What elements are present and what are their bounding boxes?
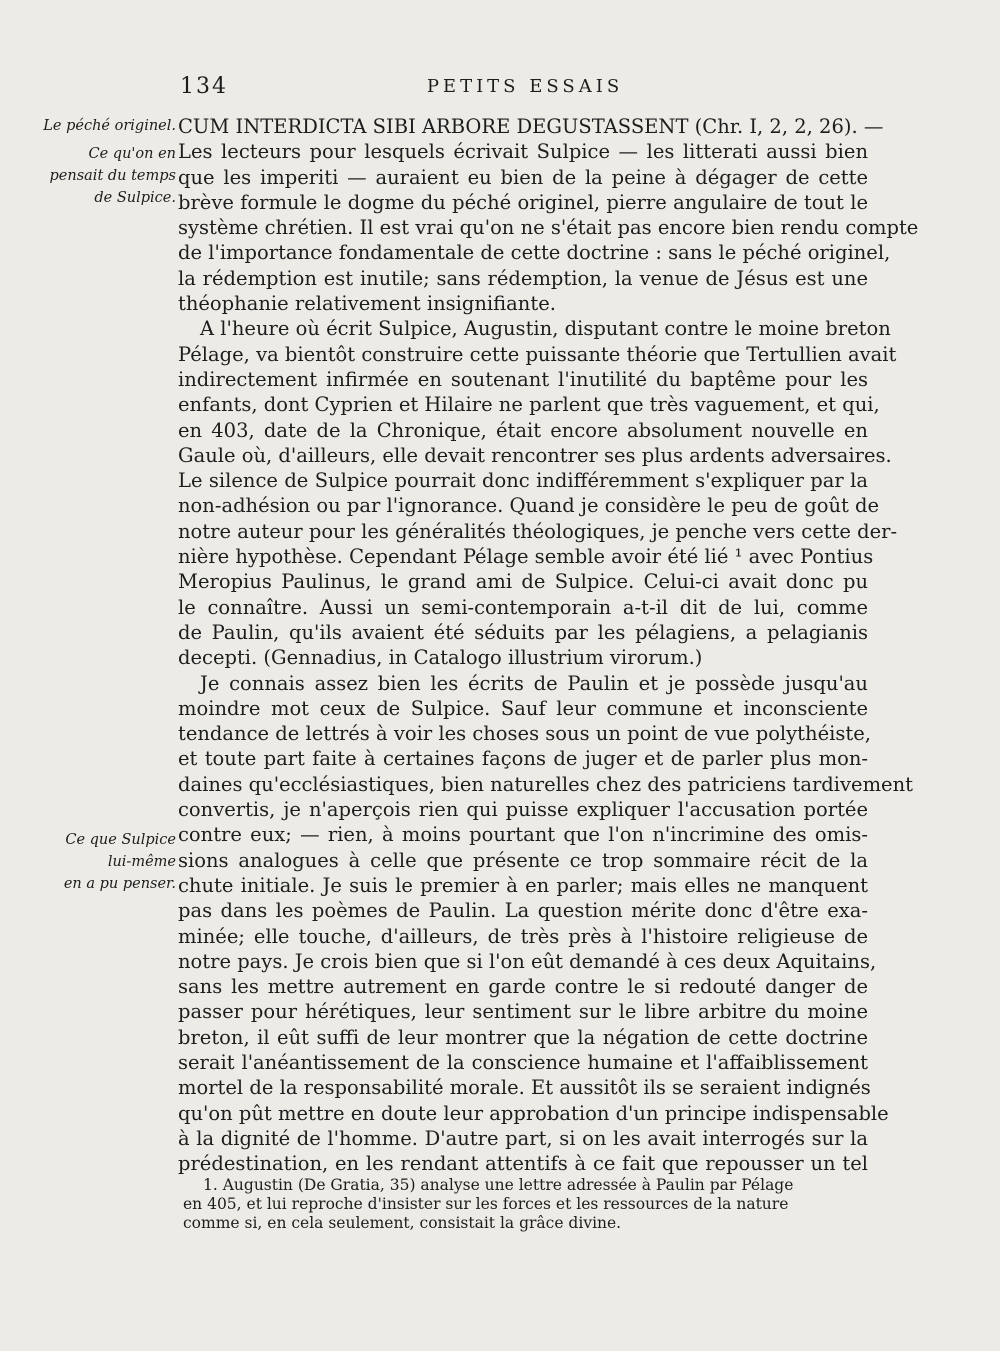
margin-note-line: en a pu penser. (63, 876, 176, 892)
text-line: indirectement infirmée en soutenant l'inutilité du baptême pour les (178, 367, 868, 391)
text-line: et toute part faite à certaines façons de juger et de parler plus mon- (178, 747, 868, 771)
text-line: Meropius Paulinus, le grand ami de Sulpice. Celui-ci avait donc pu (178, 570, 868, 594)
margin-note (40, 829, 176, 895)
text-line: non-adhésion ou par l'ignorance. Quand je considère le peu de goût de (178, 494, 880, 518)
text-line: daines qu'ecclésiastiques, bien naturelles chez des patriciens tardivement (178, 772, 913, 796)
text-line: prédestination, en les rendant attentifs à ce fait que repousser un tel (178, 1152, 868, 1176)
text-line: notre pays. Je crois bien que si l'on eût demandé à ces deux Aquitains, (178, 949, 877, 973)
margin-note (40, 143, 176, 209)
text-line: que les imperiti — auraient eu bien de la peine à dégager de cette (178, 165, 868, 189)
text-line: tendance de lettrés à voir les choses sous un point de vue polythéiste, (178, 722, 871, 746)
text-line: pas dans les poèmes de Paulin. La question mérite donc d'être exa- (178, 899, 868, 923)
footnote-line: en 405, et lui reproche d'insister sur les forces et les ressources de la nature (183, 1195, 789, 1213)
text-line: en 403, date de la Chronique, était encore absolument nouvelle en (178, 418, 868, 442)
text-line: Les lecteurs pour lesquels écrivait Sulpice — les litterati aussi bien (178, 140, 868, 164)
margin-note (40, 115, 176, 137)
text-line: de l'importance fondamentale de cette doctrine : sans le péché originel, (178, 241, 891, 265)
text-line: Le silence de Sulpice pourrait donc indifféremment s'expliquer par la (178, 469, 868, 493)
text-line: Je connais assez bien les écrits de Paulin et je possède jusqu'au (200, 671, 868, 695)
text-line: enfants, dont Cyprien et Hilaire ne parlent que très vaguement, et qui, (178, 393, 880, 417)
margin-note-line: Ce que Sulpice (65, 832, 176, 848)
footnote-line: comme si, en cela seulement, consistait la grâce divine. (183, 1214, 622, 1232)
text-line: minée; elle touche, d'ailleurs, de très près à l'histoire religieuse de (178, 924, 868, 948)
text-line: decepti. (Gennadius, in Catalogo illustrium virorum.) (178, 646, 703, 670)
body-text (178, 114, 919, 1176)
footnote-line: 1. Augustin (De Gratia, 35) analyse une lettre adressée à Paulin par Pélage (203, 1176, 794, 1194)
text-line: sans les mettre autrement en garde contre le si redouté danger de (178, 975, 868, 999)
text-line: breton, il eût suffi de leur montrer que la négation de cette doctrine (178, 1025, 868, 1049)
margin-note-line: Ce qu'on en (88, 146, 176, 162)
text-line: passer pour hérétiques, leur sentiment sur le libre arbitre du moine (178, 1000, 868, 1024)
text-line: nière hypothèse. Cependant Pélage semble avoir été lié ¹ avec Pontius (178, 545, 874, 569)
text-line: contre eux; — rien, à moins pourtant que l'on n'incrimine des omis- (178, 823, 868, 847)
text-line: convertis, je n'aperçois rien qui puisse expliquer l'accusation portée (178, 798, 868, 822)
text-line: mortel de la responsabilité morale. Et aussitôt ils se seraient indignés (178, 1076, 871, 1100)
text-line: Gaule où, d'ailleurs, elle devait rencontrer ses plus ardents adversaires. (178, 443, 892, 467)
text-line: la rédemption est inutile; sans rédemption, la venue de Jésus est une (178, 266, 868, 290)
text-line: chute initiale. Je suis le premier à en parler; mais elles ne manquent (178, 873, 868, 897)
text-line: sions analogues à celle que présente ce trop sommaire récit de la (178, 848, 868, 872)
text-line: système chrétien. Il est vrai qu'on ne s'était pas encore bien rendu compte (178, 216, 919, 240)
footnote (183, 1176, 871, 1233)
margin-note-line: Le péché originel. (43, 118, 176, 134)
text-line: moindre mot ceux de Sulpice. Sauf leur commune et inconsciente (178, 696, 868, 720)
margin-note-line: lui-même (107, 854, 176, 870)
text-line: Pélage, va bientôt construire cette puissante théorie que Tertullien avait (178, 342, 897, 366)
text-line: CUM INTERDICTA SIBI ARBORE DEGUSTASSENT (Chr. I, 2, 2, 26). — (178, 115, 884, 138)
running-head: PETITS ESSAIS (426, 76, 624, 97)
text-line: le connaître. Aussi un semi-contemporain a-t-il dit de lui, comme (178, 595, 868, 619)
text-line: qu'on pût mettre en doute leur approbation d'un principe indispensable (178, 1101, 889, 1125)
page-header (180, 74, 870, 104)
text-line: A l'heure où écrit Sulpice, Augustin, disputant contre le moine breton (200, 317, 891, 341)
margin-note-line: de Sulpice. (94, 190, 176, 206)
text-line: à la dignité de l'homme. D'autre part, si on les avait interrogés sur la (178, 1126, 868, 1150)
text-line: serait l'anéantissement de la conscience humaine et l'affaiblissement (178, 1050, 868, 1074)
text-line: de Paulin, qu'ils avaient été séduits par les pélagiens, a pelagianis (178, 620, 868, 644)
text-line: notre auteur pour les généralités théologiques, je penche vers cette der- (178, 519, 898, 543)
page-number: 134 (180, 74, 228, 99)
margin-note-line: pensait du temps (49, 168, 176, 184)
text-line: théophanie relativement insignifiante. (178, 292, 556, 316)
text-line: brève formule le dogme du péché originel, pierre angulaire de tout le (178, 190, 868, 214)
